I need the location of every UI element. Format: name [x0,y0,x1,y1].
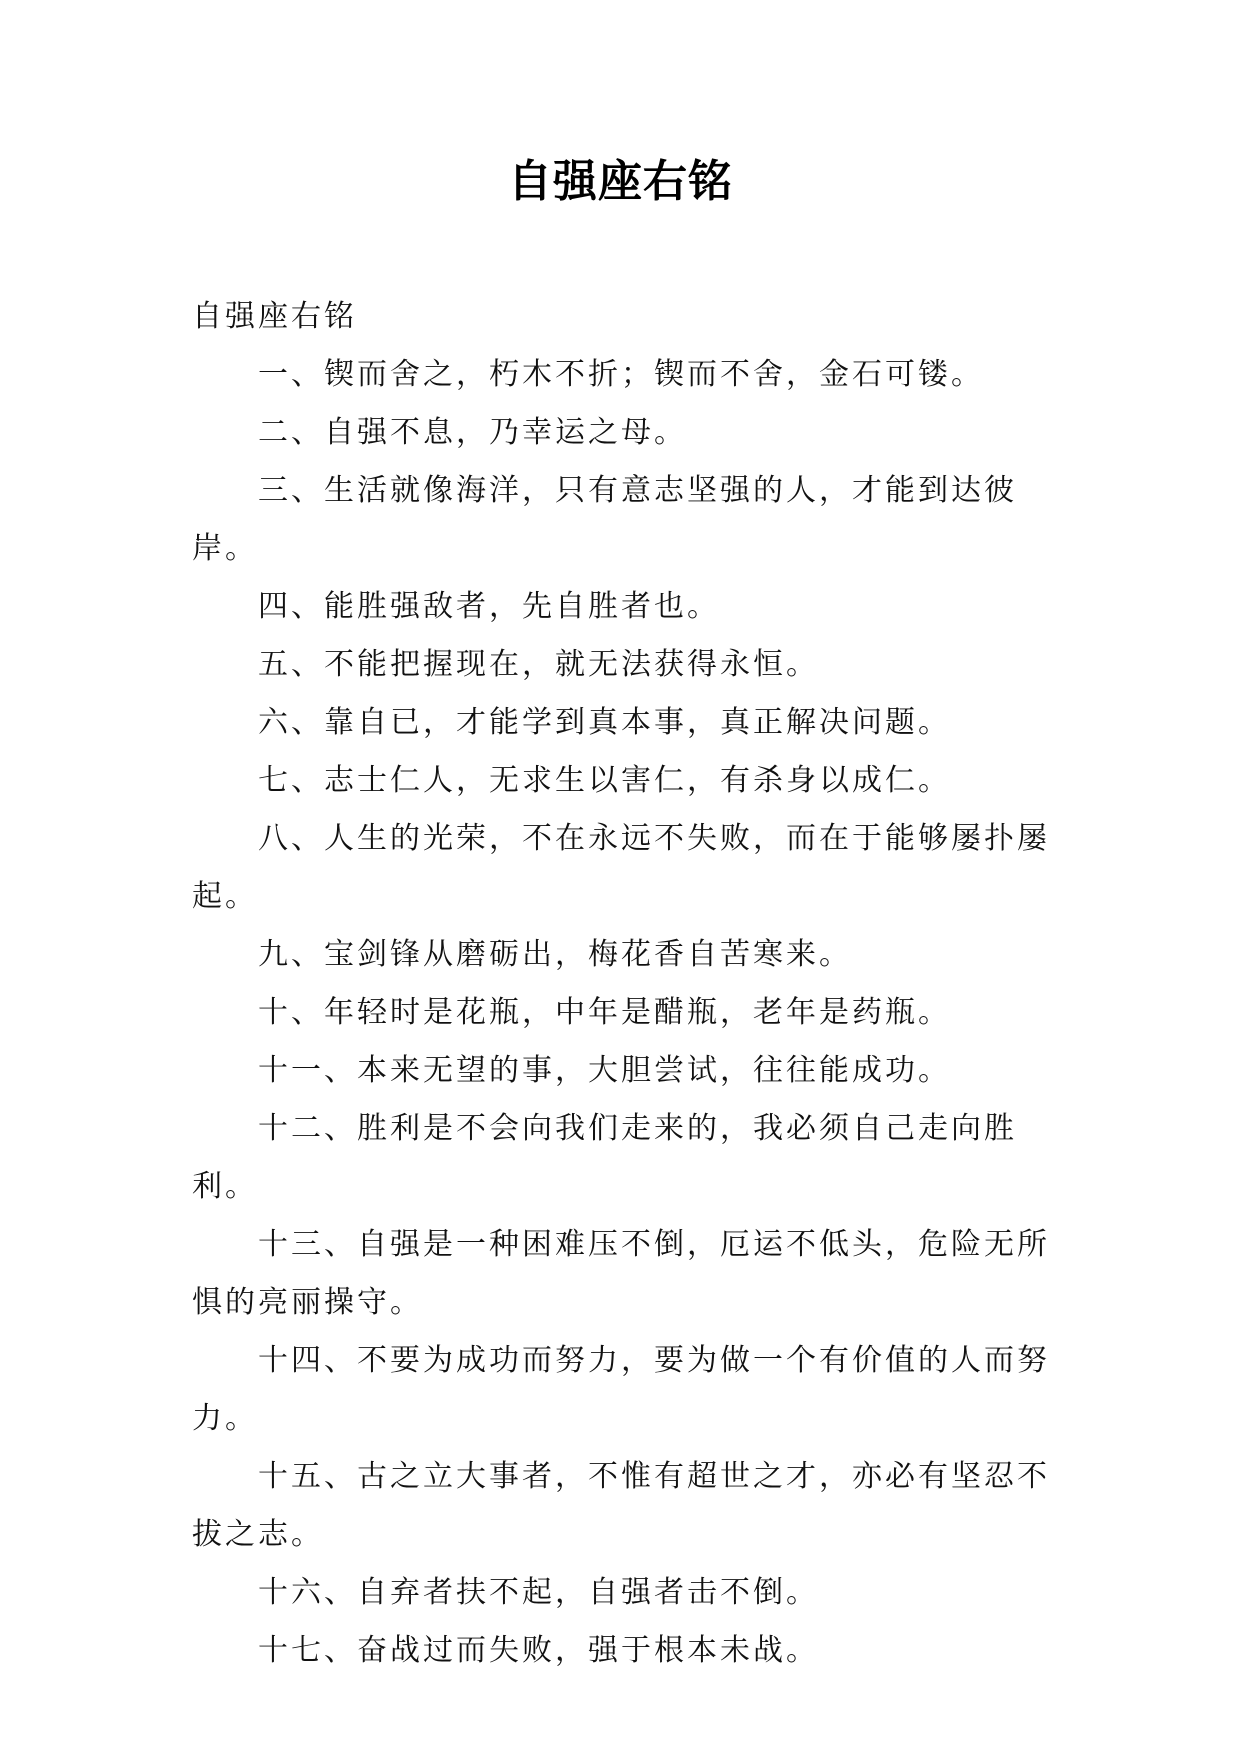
motto-paragraph-14: 十四、不要为成功而努力，要为做一个有价值的人而努力。 [192,1343,1050,1436]
motto-paragraph-15: 十五、古之立大事者，不惟有超世之才，亦必有坚忍不拔之志。 [192,1459,1050,1552]
motto-paragraph-6: 六、靠自已，才能学到真本事，真正解决问题。 [258,705,951,740]
motto-paragraph-16: 十六、自弃者扶不起，自强者击不倒。 [258,1575,819,1610]
motto-paragraph-8: 八、人生的光荣，不在永远不失败，而在于能够屡扑屡起。 [192,821,1050,914]
motto-paragraph-7: 七、志士仁人，无求生以害仁，有杀身以成仁。 [258,763,951,798]
document-title: 自强座右铭 [508,156,733,207]
motto-paragraph-1: 一、锲而舍之，朽木不折；锲而不舍，金石可镂。 [258,357,984,392]
document-body [192,288,1052,1680]
document-subtitle: 自强座右铭 [192,299,357,334]
motto-paragraph-5: 五、不能把握现在，就无法获得永恒。 [258,647,819,682]
motto-paragraph-13: 十三、自强是一种困难压不倒，厄运不低头，危险无所惧的亮丽操守。 [192,1227,1050,1320]
motto-paragraph-3: 三、生活就像海洋，只有意志坚强的人，才能到达彼岸。 [192,473,1017,566]
motto-paragraph-4: 四、能胜强敌者，先自胜者也。 [258,589,720,624]
motto-paragraph-10: 十、年轻时是花瓶，中年是醋瓶，老年是药瓶。 [258,995,951,1030]
motto-paragraph-9: 九、宝剑锋从磨砺出，梅花香自苦寒来。 [258,937,852,972]
motto-paragraph-12: 十二、胜利是不会向我们走来的，我必须自己走向胜利。 [192,1111,1017,1204]
motto-paragraph-17: 十七、奋战过而失败，强于根本未战。 [258,1633,819,1668]
motto-paragraph-11: 十一、本来无望的事，大胆尝试，往往能成功。 [258,1053,951,1088]
motto-paragraph-2: 二、自强不息，乃幸运之母。 [258,415,687,450]
